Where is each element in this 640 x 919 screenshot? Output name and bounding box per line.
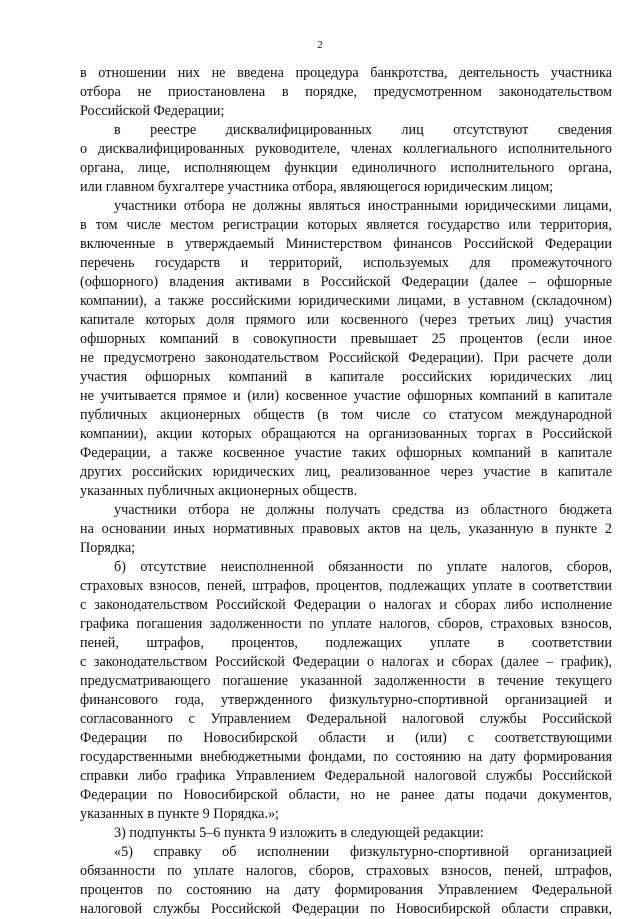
page-number: 2 bbox=[317, 39, 323, 51]
text-line: Порядка; bbox=[80, 540, 136, 556]
text-line: налоговой службы Российской Федерации по Новосибирской области справки, bbox=[80, 901, 612, 917]
paragraph bbox=[80, 843, 612, 919]
text-line: справки либо графика Управлением Федеральной налоговой службы Российской bbox=[80, 768, 612, 784]
text-line: участия офшорных компаний в капитале российских юридических лиц bbox=[80, 369, 612, 385]
text-line: компании), а также российскими юридическими лицами, в уставном (складочном) bbox=[80, 293, 612, 309]
text-line: Федерации, а также косвенное участие таких офшорных компаний в капитале bbox=[80, 445, 612, 461]
paragraph bbox=[80, 64, 612, 121]
text-line: 3) подпункты 5–6 пункта 9 изложить в следующей редакции: bbox=[114, 825, 484, 841]
text-line: или главном бухгалтере участника отбора, являющегося юридическим лицом; bbox=[80, 179, 554, 195]
document-body bbox=[80, 64, 612, 919]
text-line: указанных в пункте 9 Порядка.»; bbox=[80, 806, 279, 822]
text-line: в реестре дисквалифицированных лиц отсутствуют сведения bbox=[114, 122, 612, 138]
text-line: с законодательством Российской Федерации о налогах и сборах либо исполнение bbox=[80, 597, 612, 613]
text-line: указанных публичных акционерных обществ. bbox=[80, 483, 358, 499]
text-line: не предусмотрено законодательством Российской Федерации). При расчете доли bbox=[80, 350, 612, 366]
text-line: процентов по состоянию на дату формирования Управлением Федеральной bbox=[80, 882, 612, 898]
text-line: других российских юридических лиц, реализованное через участие в капитале bbox=[80, 464, 612, 480]
paragraph bbox=[80, 121, 612, 197]
text-line: участники отбора не должны получать средства из областного бюджета bbox=[114, 502, 612, 518]
paragraph bbox=[80, 558, 612, 824]
text-line: публичных акционерных обществ (в том числе со статусом международной bbox=[80, 407, 612, 423]
text-line: не учитывается прямое и (или) косвенное участие офшорных компаний в капитале bbox=[80, 388, 612, 404]
text-line: б) отсутствие неисполненной обязанности по уплате налогов, сборов, bbox=[114, 559, 612, 575]
text-line: органа, лице, исполняющем функции единоличного исполнительного органа, bbox=[80, 160, 612, 176]
text-line: графика погашения задолженности по уплате налогов, сборов, страховых взносов, bbox=[80, 616, 612, 632]
text-line: капитале которых доля прямого или косвенного (через третьих лиц) участия bbox=[80, 312, 612, 328]
text-line: обязанности по уплате налогов, сборов, страховых взносов, пеней, штрафов, bbox=[80, 863, 612, 879]
text-line: (офшорного) владения активами в Российской Федерации (далее – офшорные bbox=[80, 274, 612, 290]
text-line: Федерации по Новосибирской области, но не ранее даты подачи документов, bbox=[80, 787, 612, 803]
text-line: перечень государств и территорий, используемых для промежуточного bbox=[80, 255, 612, 271]
text-line: в отношении них не введена процедура банкротства, деятельность участника bbox=[80, 65, 612, 81]
paragraph bbox=[80, 197, 612, 501]
text-line: государственными внебюджетными фондами, по состоянию на дату формирования bbox=[80, 749, 612, 765]
text-line: включенные в утверждаемый Министерством финансов Российской Федерации bbox=[80, 236, 612, 252]
text-line: страховых взносов, пеней, штрафов, процентов, подлежащих уплате в соответствии bbox=[80, 578, 612, 594]
text-line: Российской Федерации; bbox=[80, 103, 225, 119]
text-line: «5) справку об исполнении физкультурно-спортивной организацией bbox=[114, 844, 612, 860]
text-line: отбора не приостановлена в порядке, предусмотренном законодательством bbox=[80, 84, 612, 100]
text-line: пеней, штрафов, процентов, подлежащих уплате в соответствии bbox=[80, 635, 612, 651]
text-line: согласованного с Управлением Федеральной налоговой службы Российской bbox=[80, 711, 612, 727]
text-line: предусматривающего погашение указанной задолженности в течение текущего bbox=[80, 673, 612, 689]
text-line: на основании иных нормативных правовых актов на цель, указанную в пункте 2 bbox=[80, 521, 612, 537]
text-line: офшорных компаний в совокупности превышает 25 процентов (если иное bbox=[80, 331, 612, 347]
paragraph bbox=[80, 824, 612, 843]
paragraph bbox=[80, 501, 612, 558]
text-line: о дисквалифицированных руководителе, членах коллегиального исполнительного bbox=[80, 141, 612, 157]
text-line: участники отбора не должны являться иностранными юридическими лицами, bbox=[114, 198, 612, 214]
text-line: компании), акции которых обращаются на организованных торгах в Российской bbox=[80, 426, 612, 442]
text-line: финансового года, утвержденного физкультурно-спортивной организацией и bbox=[80, 692, 612, 708]
text-line: в том числе местом регистрации которых является государство или территория, bbox=[80, 217, 612, 233]
text-line: с законодательством Российской Федерации о налогах и сборах (далее – график), bbox=[80, 654, 612, 670]
text-line: Федерации по Новосибирской области и (или) с соответствующими bbox=[80, 730, 612, 746]
